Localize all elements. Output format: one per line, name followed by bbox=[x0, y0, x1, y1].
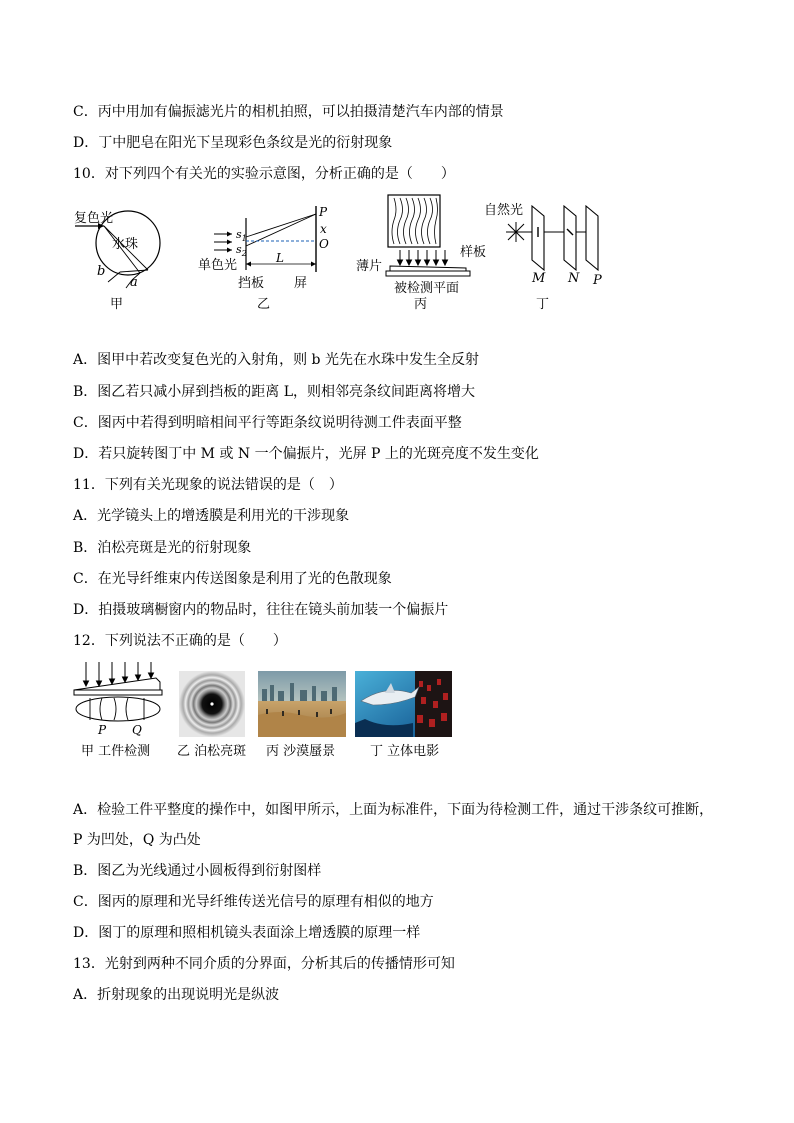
ding-M-label: M bbox=[532, 271, 546, 286]
q10-figure-yi bbox=[196, 200, 346, 315]
jia-caption: 甲 bbox=[110, 297, 124, 312]
yi-L-label: L bbox=[276, 251, 284, 265]
q10-figure-bing bbox=[350, 192, 500, 315]
yi-baffle-label: 挡板 bbox=[238, 276, 265, 291]
q9-option-d: D．丁中肥皂在阳光下呈现彩色条纹是光的衍射现象 bbox=[73, 135, 393, 151]
q12-jia-P-label: P bbox=[98, 723, 107, 737]
q13-option-a: A．折射现象的出现说明光是纵波 bbox=[73, 987, 280, 1003]
q10-option-a: A．图甲中若改变复色光的入射角，则 b 光先在水珠中发生全反射 bbox=[73, 352, 479, 368]
q10-option-c: C．图丙中若得到明暗相间平行等距条纹说明待测工件表面平整 bbox=[73, 415, 462, 431]
q12-jia-Q-label: Q bbox=[132, 723, 142, 737]
ding-N-label: N bbox=[568, 271, 580, 286]
yi-caption: 乙 bbox=[257, 297, 271, 312]
q10-figure-ding bbox=[480, 198, 610, 315]
q11-stem: 11．下列有关光现象的说法错误的是（ ） bbox=[73, 477, 343, 493]
q12-option-c: C．图丙的原理和光导纤维传送光信号的原理有相似的地方 bbox=[73, 894, 434, 910]
3d-movie-image bbox=[355, 671, 452, 737]
jia-drop-label: 水珠 bbox=[112, 237, 139, 252]
ding-light-label: 自然光 bbox=[484, 203, 524, 218]
bing-film-label: 薄片 bbox=[356, 259, 383, 274]
q9-option-c: C．丙中用加有偏振滤光片的相机拍照，可以拍摄清楚汽车内部的情景 bbox=[73, 104, 504, 120]
ding-caption: 丁 bbox=[536, 297, 550, 312]
bing-plane-label: 被检测平面 bbox=[394, 281, 460, 296]
yi-x-label: x bbox=[320, 222, 327, 236]
ding-P-label: P bbox=[593, 273, 602, 288]
q13-stem: 13．光射到两种不同介质的分界面，分析其后的传播情形可知 bbox=[73, 956, 455, 972]
yi-P-label: P bbox=[319, 205, 328, 219]
jia-light-label: 复色光 bbox=[74, 211, 114, 226]
q12-option-a-line1: A．检验工件平整度的操作中，如图甲所示，上面为标准件，下面为待检测工件，通过干涉条纹可推断， bbox=[73, 802, 714, 818]
q11-option-d: D．拍摄玻璃橱窗内的物品时，往往在镜头前加装一个偏振片 bbox=[73, 602, 449, 618]
jia-b-label: b bbox=[97, 264, 106, 279]
bing-caption: 丙 bbox=[414, 297, 428, 312]
yi-s2-label: $s_2$ bbox=[236, 243, 247, 258]
q11-option-b: B．泊松亮斑是光的衍射现象 bbox=[73, 540, 252, 556]
yi-screen-label: 屏 bbox=[294, 276, 308, 291]
q10-stem: 10．对下列四个有关光的实验示意图，分析正确的是（ ） bbox=[73, 166, 455, 182]
yi-mono-label: 单色光 bbox=[198, 258, 238, 273]
jia-a-label: a bbox=[130, 275, 138, 290]
q11-option-c: C．在光导纤维束内传送图象是利用了光的色散现象 bbox=[73, 571, 392, 587]
q12-stem: 12．下列说法不正确的是（ ） bbox=[73, 633, 287, 649]
q10-option-d: D．若只旋转图丁中 M 或 N 一个偏振片，光屏 P 上的光斑亮度不发生变化 bbox=[73, 446, 539, 462]
q12-option-b: B．图乙为光线通过小圆板得到衍射图样 bbox=[73, 863, 322, 879]
q12-bing-caption: 丙 沙漠蜃景 bbox=[266, 744, 336, 759]
yi-O-label: O bbox=[319, 237, 329, 251]
q10-figure-jia bbox=[70, 200, 180, 315]
q12-figure-jia bbox=[70, 660, 170, 738]
q12-jia-caption: 甲 工件检测 bbox=[81, 744, 151, 759]
poisson-spot-image bbox=[179, 671, 245, 737]
desert-mirage-image bbox=[258, 671, 346, 737]
q12-option-d: D．图丁的原理和照相机镜头表面涂上增透膜的原理一样 bbox=[73, 925, 421, 941]
q11-option-a: A．光学镜头上的增透膜是利用光的干涉现象 bbox=[73, 508, 350, 524]
bing-sample-label: 样板 bbox=[460, 245, 487, 260]
yi-s1-label: $s_1$ bbox=[236, 228, 247, 243]
q10-option-b: B．图乙若只减小屏到挡板的距离 L，则相邻亮条纹间距离将增大 bbox=[73, 384, 476, 400]
q12-ding-caption: 丁 立体电影 bbox=[370, 744, 440, 759]
q12-yi-caption: 乙 泊松亮斑 bbox=[177, 744, 247, 759]
q12-option-a-line2: P 为凹处，Q 为凸处 bbox=[73, 832, 201, 848]
